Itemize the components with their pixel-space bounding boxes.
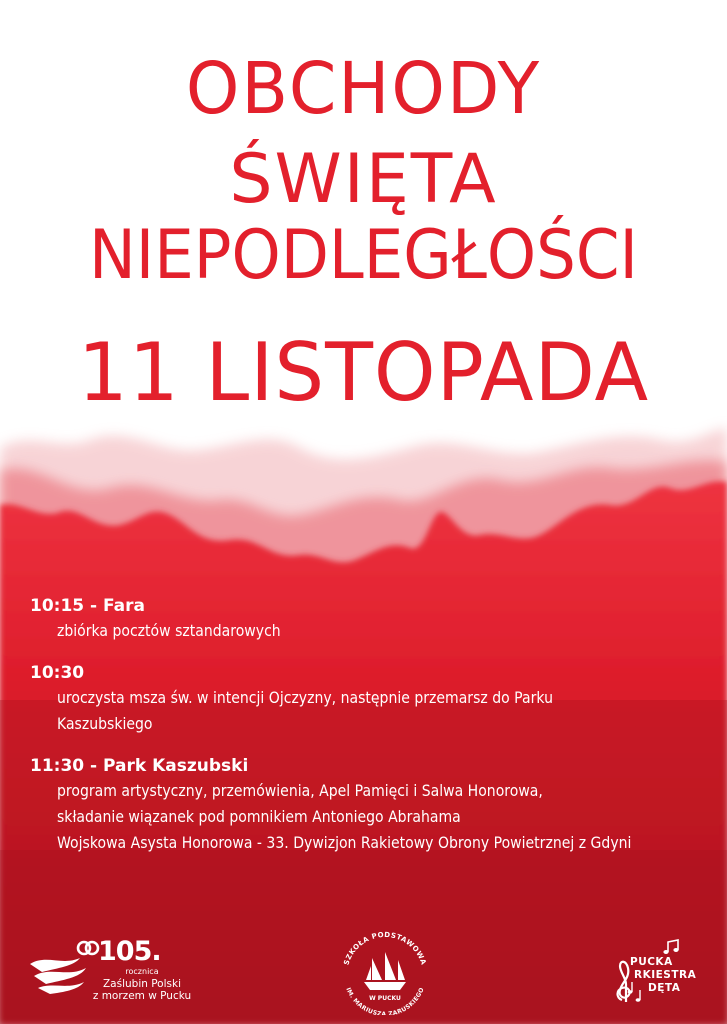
- title-line-2: ŚWIĘTA: [229, 140, 498, 219]
- schedule-item: [30, 661, 720, 737]
- schedule-item: [30, 594, 720, 644]
- school-name-top: SZKOŁA PODSTAWOWA: [342, 930, 428, 967]
- title-line-1: OBCHODY: [185, 48, 542, 131]
- orchestra-line-2: RKIESTRA: [634, 969, 697, 981]
- orchestra-logo: [612, 938, 712, 1004]
- event-time: 10:15 - Fara: [30, 596, 145, 616]
- anniversary-logo: [28, 936, 192, 1006]
- orchestra-line-1: PUCKA: [630, 956, 673, 968]
- anniversary-text: [86, 966, 198, 1002]
- event-time: 11:30 - Park Kaszubski: [30, 756, 249, 776]
- anniversary-line: rocznica: [125, 967, 159, 976]
- sailing-ship-icon: [364, 952, 406, 990]
- schedule: [30, 594, 720, 873]
- schedule-item: [30, 754, 720, 856]
- event-description-line: Kaszubskiego: [57, 715, 153, 733]
- event-description-line: Wojskowa Asysta Honorowa - 33. Dywizjon Rakietowy Obrony Powietrznej z Gdyni: [57, 834, 632, 852]
- orchestra-line-3: DĘTA: [648, 982, 681, 994]
- school-seal-logo: [330, 920, 440, 1015]
- school-seal-icon: [330, 920, 440, 1015]
- event-time: 10:30: [30, 663, 85, 683]
- school-name-bottom: IM. MARIUSZA ZARUSKIEGO: [344, 986, 426, 1015]
- event-description-line: program artystyczny, przemówienia, Apel Pamięci i Salwa Honorowa,: [57, 782, 543, 800]
- anniversary-number: 105.: [98, 936, 161, 967]
- event-description-line: uroczysta msza św. w intencji Ojczyzny, następnie przemarsz do Parku: [57, 689, 553, 707]
- event-description-line: zbiórka pocztów sztandarowych: [57, 622, 281, 640]
- anniversary-line: Zaślubin Polski: [102, 978, 181, 990]
- anniversary-line: z morzem w Pucku: [92, 990, 192, 1002]
- event-date: 11 LISTOPADA: [77, 326, 650, 419]
- title-line-3: NIEPODLEGŁOŚCI: [88, 216, 639, 295]
- event-description-line: składanie wiązanek pod pomnikiem Antoniego Abrahama: [57, 808, 461, 826]
- school-center-text: W PUCKU: [369, 995, 401, 1002]
